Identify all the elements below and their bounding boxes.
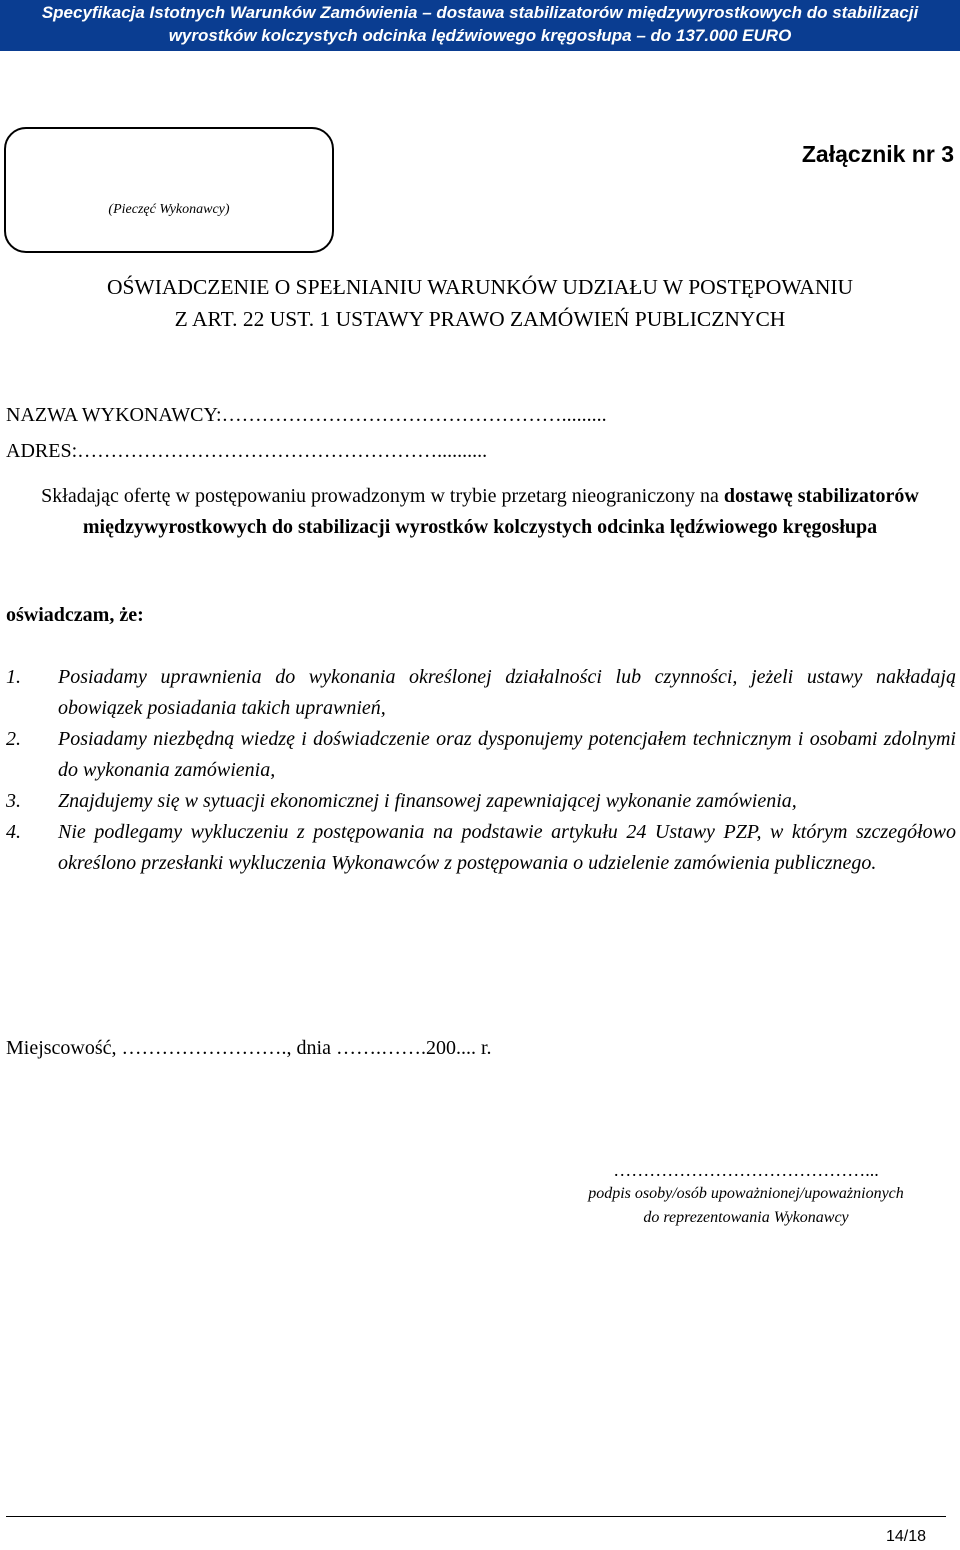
contractor-address-value: ……………………………………………….......... (77, 440, 488, 462)
footer-divider (6, 1516, 946, 1517)
intro-text: Składając ofertę w postępowaniu prowadzonym w trybie przetarg nieograniczony na (41, 485, 719, 507)
annex-number: Załącznik nr 3 (801, 141, 954, 167)
contractor-name-value: ……………………………………………......... (221, 404, 607, 426)
list-item (6, 817, 956, 879)
signature-block (536, 1158, 956, 1230)
place-and-date: Miejscowość, ……………………., dnia …….…….200.... r. (6, 1037, 492, 1059)
signature-label-2: do reprezentowania Wykonawcy (643, 1209, 849, 1226)
title-line-2: Z ART. 22 UST. 1 USTAWY PRAWO ZAMÓWIEŃ PUBLICZNYCH (174, 307, 786, 331)
document-title (0, 271, 960, 335)
intro-paragraph (30, 481, 930, 543)
list-item (6, 786, 956, 817)
contractor-name-field (6, 404, 607, 427)
list-item-text: Nie podlegamy wykluczeniu z postępowania na podstawie artykułu 24 Ustawy PZP, w którym szczegółowo określono przesłanki wykluczenia Wykonawców z postępowania o udzielenie zamówienia publicznego. (58, 821, 956, 874)
signature-line: ……………………………………... (613, 1160, 879, 1180)
title-line-1: OŚWIADCZENIE O SPEŁNIANIU WARUNKÓW UDZIAŁU W POSTĘPOWANIU (106, 275, 854, 299)
list-item-text: Posiadamy niezbędną wiedzę i doświadczenie oraz dysponujemy potencjałem technicznym i osobami zdolnymi do wykonania zamówienia, (58, 728, 956, 781)
list-item-number: 1. (6, 666, 21, 688)
signature-label-1: podpis osoby/osób upoważnionej/upoważnionych (588, 1185, 904, 1202)
declaration-lead: oświadczam, że: (6, 604, 144, 626)
contractor-stamp-box (4, 127, 334, 253)
list-item (6, 724, 956, 786)
contractor-address-label: ADRES: (6, 440, 78, 462)
list-item (6, 662, 956, 724)
list-item-number: 4. (6, 821, 21, 843)
header-line-1: Specyfikacja Istotnych Warunków Zamówienia – dostawa stabilizatorów międzywyrostkowych do stabilizacji (41, 3, 919, 22)
intro-subject: dostawę stabilizatorów międzywyrostkowych do stabilizacji wyrostków kolczystych odcinka lędźwiowego kręgosłupa (82, 485, 919, 538)
list-item-text: Znajdujemy się w sytuacji ekonomicznej i finansowej zapewniającej wykonanie zamówienia, (58, 790, 797, 812)
stamp-label: (Pieczęć Wykonawcy) (108, 202, 230, 217)
list-item-number: 3. (6, 790, 21, 812)
document-header (0, 0, 960, 51)
header-line-2: wyrostków kolczystych odcinka lędźwiowego kręgosłupa – do 137.000 EURO (168, 26, 792, 45)
contractor-address-field (6, 440, 487, 463)
declaration-list (6, 662, 956, 879)
list-item-number: 2. (6, 728, 21, 750)
page-number: 14/18 (885, 1528, 926, 1545)
list-item-text: Posiadamy uprawnienia do wykonania określonej działalności lub czynności, jeżeli ustawy nakładają obowiązek posiadania takich uprawnień, (58, 666, 956, 719)
contractor-name-label: NAZWA WYKONAWCY: (6, 404, 222, 426)
